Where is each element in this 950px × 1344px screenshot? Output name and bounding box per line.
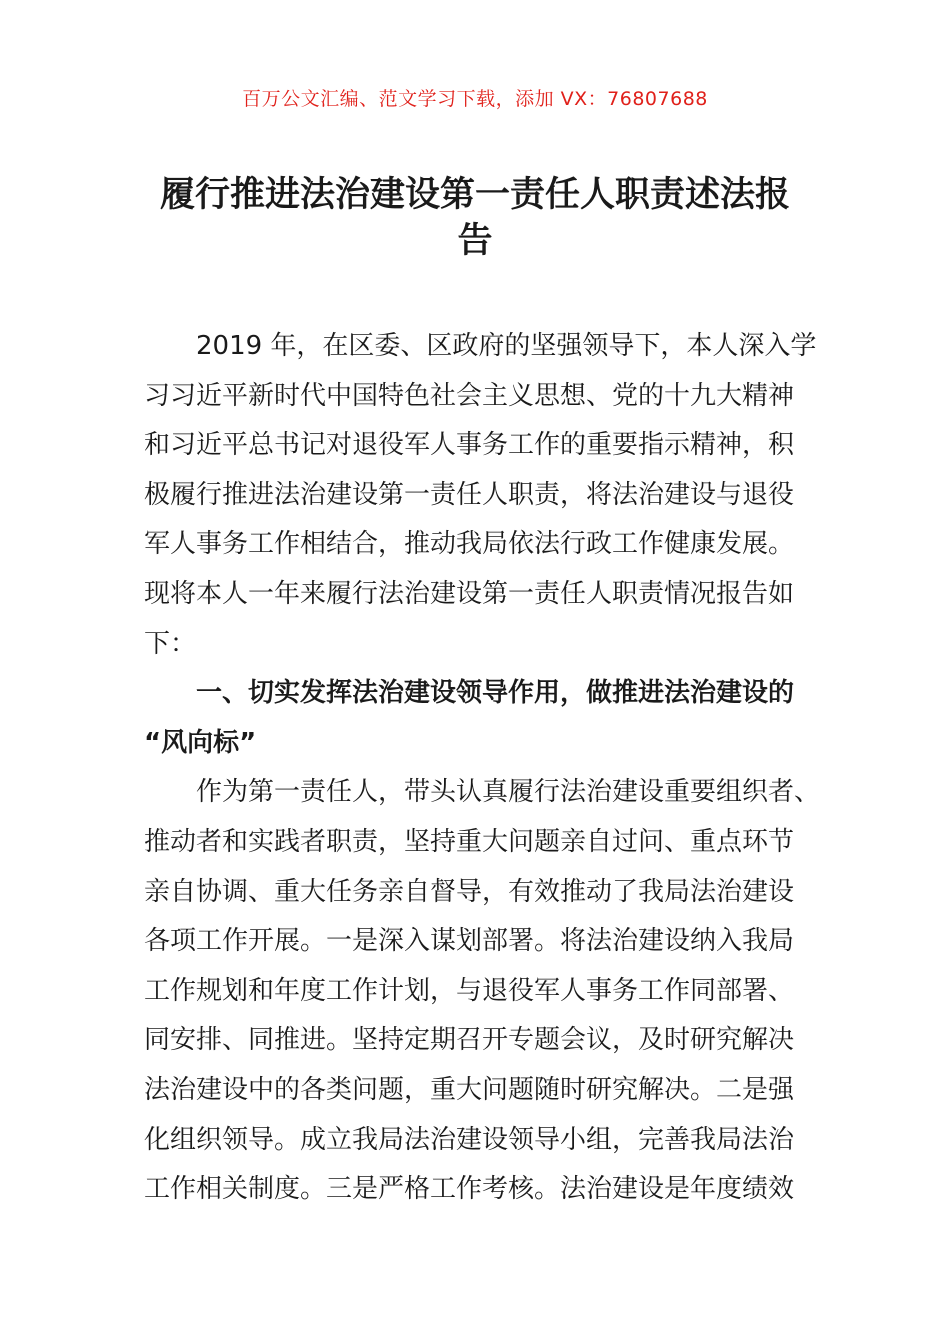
header-note: 百万公文汇编、范文学习下载，添加 VX：76807688 <box>242 88 708 110</box>
paragraph-line: 工作规划和年度工作计划，与退役军人事务工作同部署、 <box>144 975 795 1006</box>
paragraph-line: 和习近平总书记对退役军人事务工作的重要指示精神，积 <box>144 430 795 461</box>
paragraph-line: 现将本人一年来履行法治建设第一责任人职责情况报告如 <box>144 578 795 609</box>
paragraph-line: 军人事务工作相结合，推动我局依法行政工作健康发展。 <box>144 529 795 560</box>
paragraph-line: 同安排、同推进。坚持定期召开专题会议，及时研究解决 <box>144 1025 795 1056</box>
paragraph-line: 习习近平新时代中国特色社会主义思想、党的十九大精神 <box>144 380 795 411</box>
title-line-1: 履行推进法治建设第一责任人职责述法报 <box>159 175 790 215</box>
section-heading-line: “风向标” <box>144 727 257 758</box>
section-heading-line: 一、切实发挥法治建设领导作用，做推进法治建设的 <box>196 678 795 709</box>
document-title <box>140 172 810 264</box>
paragraph-line: 工作相关制度。三是严格工作考核。法治建设是年度绩效 <box>144 1174 795 1205</box>
paragraph-line: 各项工作开展。一是深入谋划部署。将法治建设纳入我局 <box>144 926 795 957</box>
document-body <box>144 322 821 1215</box>
paragraph-line: 化组织领导。成立我局法治建设领导小组，完善我局法治 <box>144 1124 795 1155</box>
title-line-2: 告 <box>457 221 493 261</box>
paragraph-line: 下： <box>144 628 197 659</box>
paragraph-line: 亲自协调、重大任务亲自督导，有效推动了我局法治建设 <box>144 876 795 907</box>
paragraph-line: 极履行推进法治建设第一责任人职责，将法治建设与退役 <box>144 479 795 510</box>
paragraph-line: 推动者和实践者职责，坚持重大问题亲自过问、重点环节 <box>144 826 795 857</box>
paragraph-line: 作为第一责任人，带头认真履行法治建设重要组织者、 <box>196 777 821 808</box>
paragraph-line: 2019 年，在区委、区政府的坚强领导下，本人深入学 <box>196 331 817 361</box>
paragraph-line: 法治建设中的各类问题，重大问题随时研究解决。二是强 <box>144 1074 795 1105</box>
